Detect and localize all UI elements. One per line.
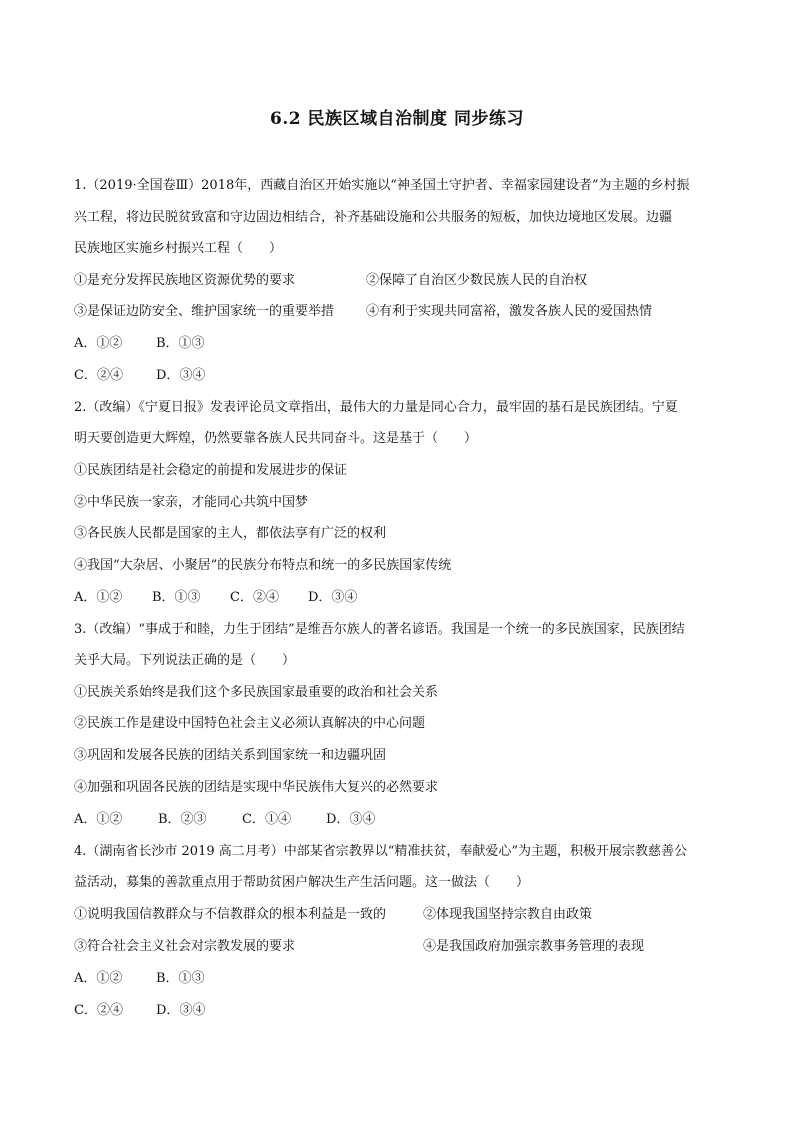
statement: ④我国“大杂居、小聚居”的民族分布特点和统一的多民族国家传统 xyxy=(74,558,452,573)
question-stem-line: 益活动，募集的善款重点用于帮助贫困户解决生产生活问题。这一做法（ ） xyxy=(74,875,530,890)
statement: ②中华民族一家亲，才能同心共筑中国梦 xyxy=(74,495,309,510)
choice-a: A．①② xyxy=(74,971,123,986)
choice-a: A．①② xyxy=(74,336,123,351)
statement: ④加强和巩固各民族的团结是实现中华民族伟大复兴的必然要求 xyxy=(74,780,439,795)
question-stem-line: 民族地区实施乡村振兴工程（ ） xyxy=(74,241,283,256)
choice-c: C．①④ xyxy=(242,812,291,827)
choice-b: B．①③ xyxy=(152,590,201,605)
statement: ①是充分发挥民族地区资源优势的要求 xyxy=(74,273,296,288)
statement: ③巩固和发展各民族的团结关系到国家统一和边疆巩固 xyxy=(74,748,387,763)
choice-a: A．①② xyxy=(74,590,123,605)
choice-d: D．③④ xyxy=(156,1003,206,1018)
question-stem-line: 4.（湖南省长沙市 2019 高二月考）中部某省宗教界以“精准扶贫，奉献爱心”为主题，积极开展宗教慈善公 xyxy=(74,844,688,859)
page-title: 6.2 民族区域自治制度 同步练习 xyxy=(270,109,524,129)
statement: ③符合社会主义社会对宗教发展的要求 xyxy=(74,939,296,954)
statement: ②保障了自治区少数民族人民的自治权 xyxy=(366,273,588,288)
choice-c: C．②④ xyxy=(74,368,123,383)
statement: ③各民族人民都是国家的主人，都依法享有广泛的权利 xyxy=(74,526,387,541)
choice-b: B．①③ xyxy=(156,971,205,986)
choice-d: D．③④ xyxy=(308,590,358,605)
choice-b: B．①③ xyxy=(156,336,205,351)
statement: ③是保证边防安全、维护国家统一的重要举措 xyxy=(74,304,335,319)
choice-c: C．②④ xyxy=(74,1003,123,1018)
question-stem-line: 3.（改编）“事成于和睦，力生于团结”是维吾尔族人的著名谚语。我国是一个统一的多民族国家，民族团结 xyxy=(74,622,685,637)
choice-d: D．③④ xyxy=(156,368,206,383)
question-stem-line: 1.（2019·全国卷Ⅲ）2018年，西藏自治区开始实施以“神圣国土守护者、幸福家园建设者”为主题的乡村振 xyxy=(74,178,690,193)
statement: ④是我国政府加强宗教事务管理的表现 xyxy=(423,939,645,954)
question-stem-line: 2.（改编）《宁夏日报》发表评论员文章指出，最伟大的力量是同心合力，最牢固的基石是民族团结。宁夏 xyxy=(74,400,678,415)
choice-d: D．③④ xyxy=(326,812,376,827)
question-stem-line: 明天要创造更大辉煌，仍然要靠各族人民共同奋斗。这是基于（ ） xyxy=(74,431,478,446)
statement: ④有利于实现共同富裕，激发各族人民的爱国热情 xyxy=(366,304,653,319)
choice-a: A．①② xyxy=(74,812,123,827)
statement: ①民族团结是社会稳定的前提和发展进步的保证 xyxy=(74,463,348,478)
statement: ②体现我国坚持宗教自由政策 xyxy=(423,907,593,922)
statement: ②民族工作是建设中国特色社会主义必须认真解决的中心问题 xyxy=(74,716,426,731)
question-stem-line: 兴工程，将边民脱贫致富和守边固边相结合，补齐基础设施和公共服务的短板，加快边境地区发展。边疆 xyxy=(74,210,673,225)
statement: ①民族关系始终是我们这个多民族国家最重要的政治和社会关系 xyxy=(74,685,439,700)
choice-b: B．②③ xyxy=(158,812,207,827)
question-stem-line: 关乎大局。下列说法正确的是（ ） xyxy=(74,653,296,668)
statement: ①说明我国信教群众与不信教群众的根本利益是一致的 xyxy=(74,907,387,922)
choice-c: C．②④ xyxy=(230,590,279,605)
